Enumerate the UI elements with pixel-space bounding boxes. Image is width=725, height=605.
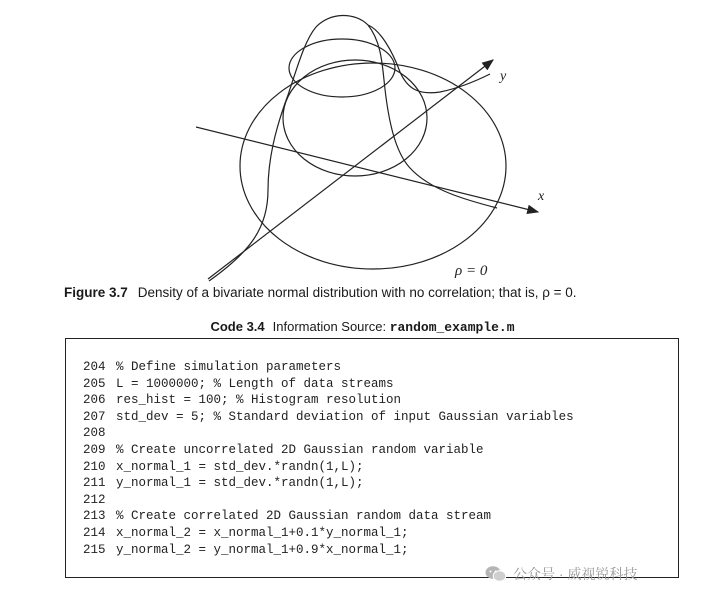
code-listing-box xyxy=(65,338,679,578)
code-line xyxy=(83,409,574,426)
code-caption xyxy=(0,319,725,335)
code-caption-filename: random_example.m xyxy=(389,320,515,335)
code-line xyxy=(83,475,574,492)
code-line xyxy=(83,376,574,393)
wechat-icon xyxy=(485,565,507,586)
code-line xyxy=(83,359,574,376)
code-line xyxy=(83,542,574,559)
code-line xyxy=(83,442,574,459)
figure-caption-text: Density of a bivariate normal distribution with no correlation; that is, ρ = 0. xyxy=(137,285,577,300)
code-line xyxy=(83,492,574,509)
bell-right-silhouette xyxy=(384,80,497,208)
y-axis xyxy=(208,60,493,279)
code-line xyxy=(83,425,574,442)
code-line-text: L = 1000000; % Length of data streams xyxy=(116,376,394,391)
code-line-number: 212 xyxy=(83,492,106,507)
code-line xyxy=(83,392,574,409)
code-line-text: y_normal_1 = std_dev.*randn(1,L); xyxy=(116,476,364,491)
axis-x-label: x xyxy=(538,189,545,204)
figure-caption xyxy=(64,285,704,300)
code-line-number: 205 xyxy=(83,376,106,391)
code-line-number: 209 xyxy=(83,442,106,457)
bell-top-rim xyxy=(368,25,490,93)
code-line-text: x_normal_1 = std_dev.*randn(1,L); xyxy=(116,459,364,474)
rho-annotation: ρ = 0 xyxy=(455,263,488,279)
bell-left-silhouette xyxy=(209,15,384,281)
code-line-text: x_normal_2 = x_normal_1+0.1*y_normal_1; xyxy=(116,525,409,540)
code-line-number: 213 xyxy=(83,509,106,524)
code-line-text: std_dev = 5; % Standard deviation of input Gaussian variables xyxy=(116,409,574,424)
code-line xyxy=(83,525,574,542)
watermark-text: 公众号 · 威视锐科技 xyxy=(513,566,638,582)
code-caption-label: Information Source: xyxy=(272,319,390,334)
code-line-text: % Create correlated 2D Gaussian random data stream xyxy=(116,509,492,524)
code-caption-number: Code 3.4 xyxy=(210,319,265,334)
axis-y-label: y xyxy=(500,69,507,84)
code-line xyxy=(83,459,574,476)
code-line-number: 215 xyxy=(83,542,106,557)
figure-caption-number: Figure 3.7 xyxy=(64,285,128,300)
code-line-number: 208 xyxy=(83,426,106,441)
code-line-number: 204 xyxy=(83,360,106,374)
code-line-text: % Create uncorrelated 2D Gaussian random variable xyxy=(116,442,484,457)
code-line-number: 207 xyxy=(83,409,106,424)
bivariate-density-figure xyxy=(0,0,725,285)
code-line-number: 214 xyxy=(83,525,106,540)
code-line xyxy=(83,508,574,525)
code-line-number: 206 xyxy=(83,393,106,408)
code-line-number: 211 xyxy=(83,476,106,491)
code-listing xyxy=(83,359,574,558)
code-line-text: % Define simulation parameters xyxy=(116,360,342,374)
code-line-number: 210 xyxy=(83,459,106,474)
watermark xyxy=(485,564,637,586)
code-line-text: y_normal_2 = y_normal_1+0.9*x_normal_1; xyxy=(116,542,409,557)
outer-contour-ellipse xyxy=(240,63,506,269)
code-line-text: res_hist = 100; % Histogram resolution xyxy=(116,393,402,408)
